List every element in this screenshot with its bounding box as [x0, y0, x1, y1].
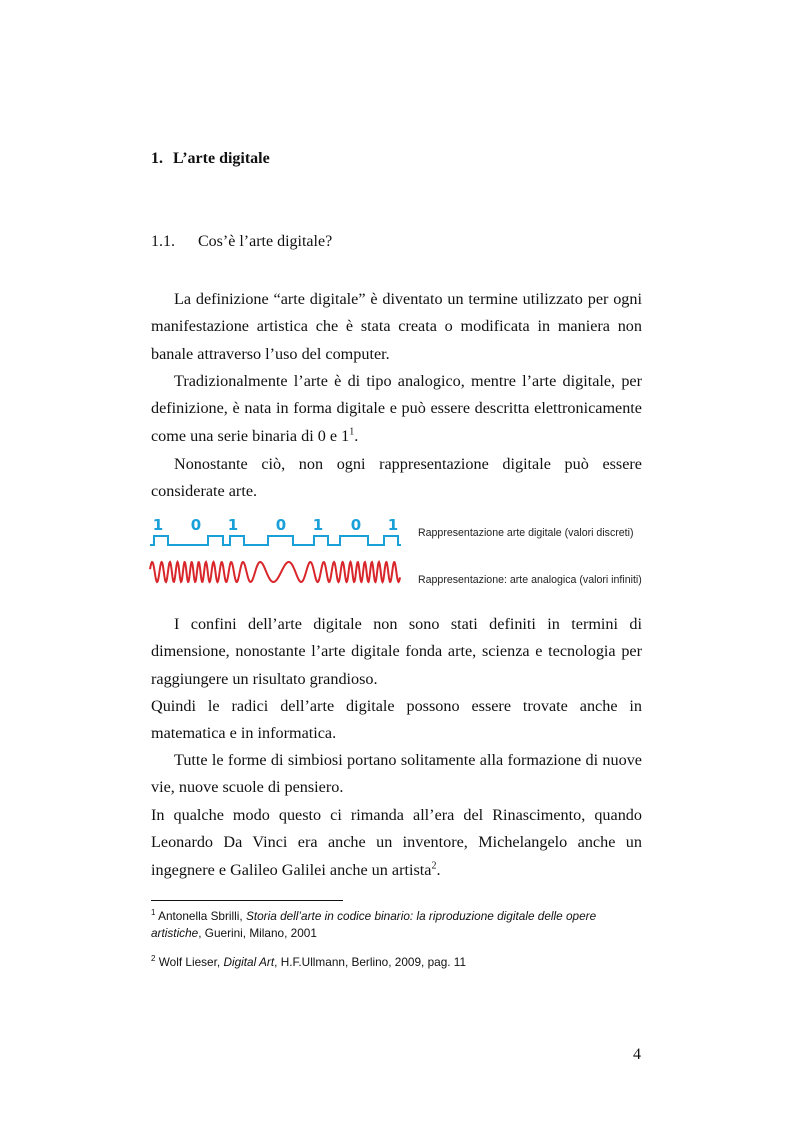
paragraph-7: In qualche modo questo ci rimanda all’era del Rinascimento, quando Leonardo Da Vinci era anche un inventore, Michelangelo anche un ingegnere e Galileo Galilei anche un artista$^2$. [151, 806, 642, 879]
digital-square-wave [150, 536, 401, 545]
chapter-heading [151, 150, 270, 168]
chapter-number: 1. [151, 150, 163, 167]
page-number: 4 [633, 1046, 641, 1063]
section-title: Cos’è l’arte digitale? [198, 233, 333, 250]
paragraph-3: Nonostante ciò, non ogni rappresentazione digitale può essere considerate arte. [151, 455, 642, 501]
footnote-1: $^1$ Antonella Sbrilli, Storia dell’arte in codice binario: la riproduzione digitale delle opere artistiche, Guerini, Milano, 2001 [151, 908, 597, 940]
paragraph-2: Tradizionalmente l’arte è di tipo analogico, mentre l’arte digitale, per definizione, è nata in forma digitale e può essere descritta elettronicamente come una serie binaria di 0 e $1^1$. [151, 372, 642, 445]
binary-digit: 1 [152, 516, 164, 534]
paragraph-1: La definizione “arte digitale” è diventato un termine utilizzato per ogni manifestazione artistica che è stata creata o modificata in maniera non banale attraverso l’uso del computer. [151, 290, 642, 363]
analog-sine-wave [150, 562, 400, 582]
paragraph-6: Tutte le forme di simbiosi portano solitamente alla formazione di nuove vie, nuove scuole di pensiero. [151, 751, 642, 797]
binary-digit: 0 [275, 516, 287, 534]
section-number: 1.1. [151, 233, 175, 250]
binary-digit: 1 [227, 516, 239, 534]
binary-digit: 0 [190, 516, 202, 534]
binary-digit: 0 [350, 516, 362, 534]
binary-digit: 1 [387, 516, 399, 534]
footnote-separator [151, 900, 343, 901]
signal-diagram [148, 514, 403, 589]
footnote-ref-2[interactable]: 2 [431, 860, 437, 872]
chapter-title: L’arte digitale [173, 150, 270, 167]
footnote-2: $^2$ Wolf Lieser, Digital Art, H.F.Ullmann, Berlino, 2009, pag. 11 [151, 954, 467, 969]
paragraph-4: I confini dell’arte digitale non sono stati definiti in termini di dimensione, nonostante l’arte digitale fonda arte, scienza e tecnologia per raggiungere un risultato grandioso. [151, 615, 642, 688]
footnote-ref-1[interactable]: 1 [349, 426, 355, 438]
section-heading [151, 233, 332, 251]
paragraph-5: Quindi le radici dell’arte digitale possono essere trovate anche in matematica e in informatica. [151, 697, 642, 743]
analog-label: Rappresentazione: arte analogica (valori infiniti) [418, 574, 642, 586]
digital-label: Rappresentazione arte digitale (valori discreti) [418, 527, 634, 539]
binary-digits [153, 516, 398, 534]
binary-digit: 1 [312, 516, 324, 534]
signal-figure [148, 514, 403, 589]
